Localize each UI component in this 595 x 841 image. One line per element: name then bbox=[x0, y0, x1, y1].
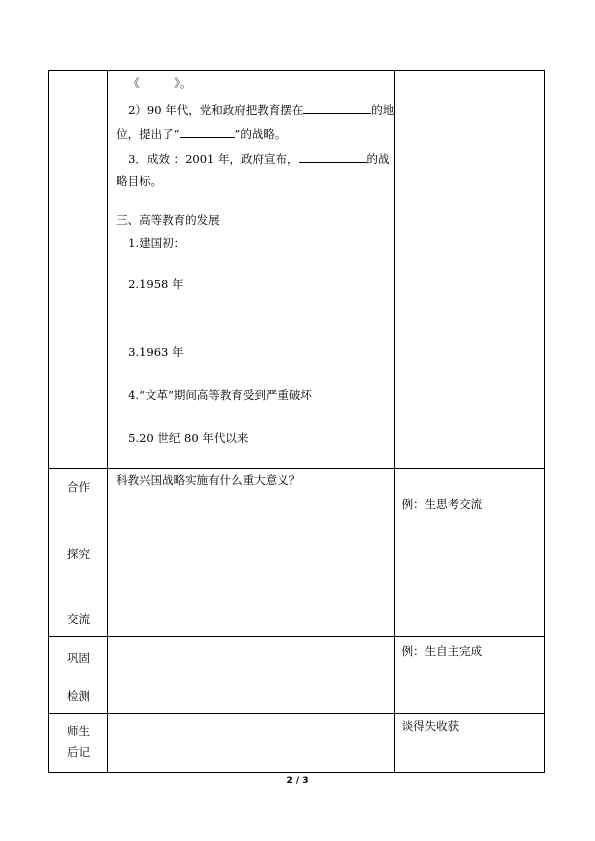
teaching-note: 例：生思考交流 bbox=[401, 497, 483, 511]
content-cell bbox=[108, 637, 395, 714]
note-cell bbox=[394, 637, 544, 714]
text-line bbox=[128, 150, 389, 168]
fill-blank bbox=[180, 125, 235, 138]
note-cell bbox=[394, 469, 544, 637]
content-cell bbox=[108, 714, 395, 773]
row-label-cell bbox=[49, 469, 108, 637]
row-label: 师生 bbox=[67, 724, 90, 738]
table-row bbox=[49, 71, 545, 469]
text-line bbox=[128, 101, 394, 119]
row-label-cell bbox=[49, 71, 108, 469]
page-number: 2 / 3 bbox=[286, 776, 309, 786]
text-line: 3.1963 年 bbox=[128, 345, 184, 359]
text-line: 5.20 世纪 80 年代以来 bbox=[128, 431, 249, 445]
fill-blank bbox=[299, 150, 367, 163]
row-label: 巩固 bbox=[67, 651, 90, 665]
text-fragment: 的战 bbox=[366, 152, 390, 166]
table-row bbox=[49, 469, 545, 637]
text-fragment: ”的战略。 bbox=[234, 127, 287, 141]
row-label: 检测 bbox=[67, 689, 90, 703]
fill-blank bbox=[303, 101, 371, 114]
teaching-note: 谈得失收获 bbox=[401, 719, 460, 733]
note-cell bbox=[394, 714, 544, 773]
section-heading: 三、高等教育的发展 bbox=[116, 213, 220, 227]
text-fragment: 2）90 年代，党和政府把教育摆在 bbox=[128, 103, 304, 117]
text-line: 4.“文革”期间高等教育受到严重破坏 bbox=[128, 388, 312, 402]
text-fragment: 位，提出了“ bbox=[116, 127, 180, 141]
teaching-note: 例：生自主完成 bbox=[401, 644, 483, 658]
row-label: 探究 bbox=[67, 547, 90, 561]
row-label-cell bbox=[49, 637, 108, 714]
table-row bbox=[49, 637, 545, 714]
row-label-cell bbox=[49, 714, 108, 773]
row-label: 交流 bbox=[67, 612, 90, 626]
lesson-plan-table bbox=[48, 70, 545, 773]
text-line bbox=[116, 125, 286, 143]
text-fragment: 的地 bbox=[371, 103, 395, 117]
text-line: 1.建国初： bbox=[128, 236, 186, 250]
text-line: 《 》。 bbox=[128, 76, 192, 90]
note-cell bbox=[394, 71, 544, 469]
row-label: 合作 bbox=[67, 480, 90, 494]
content-cell bbox=[108, 469, 395, 637]
row-label: 后记 bbox=[67, 745, 90, 759]
text-fragment: 3．成效 ：2001 年，政府宣布， bbox=[128, 152, 299, 166]
content-cell bbox=[108, 71, 395, 469]
table-row bbox=[49, 714, 545, 773]
question-text: 科教兴国战略实施有什么重大意义？ bbox=[116, 473, 301, 487]
text-line: 2.1958 年 bbox=[128, 277, 184, 291]
text-line: 略目标。 bbox=[116, 174, 163, 188]
